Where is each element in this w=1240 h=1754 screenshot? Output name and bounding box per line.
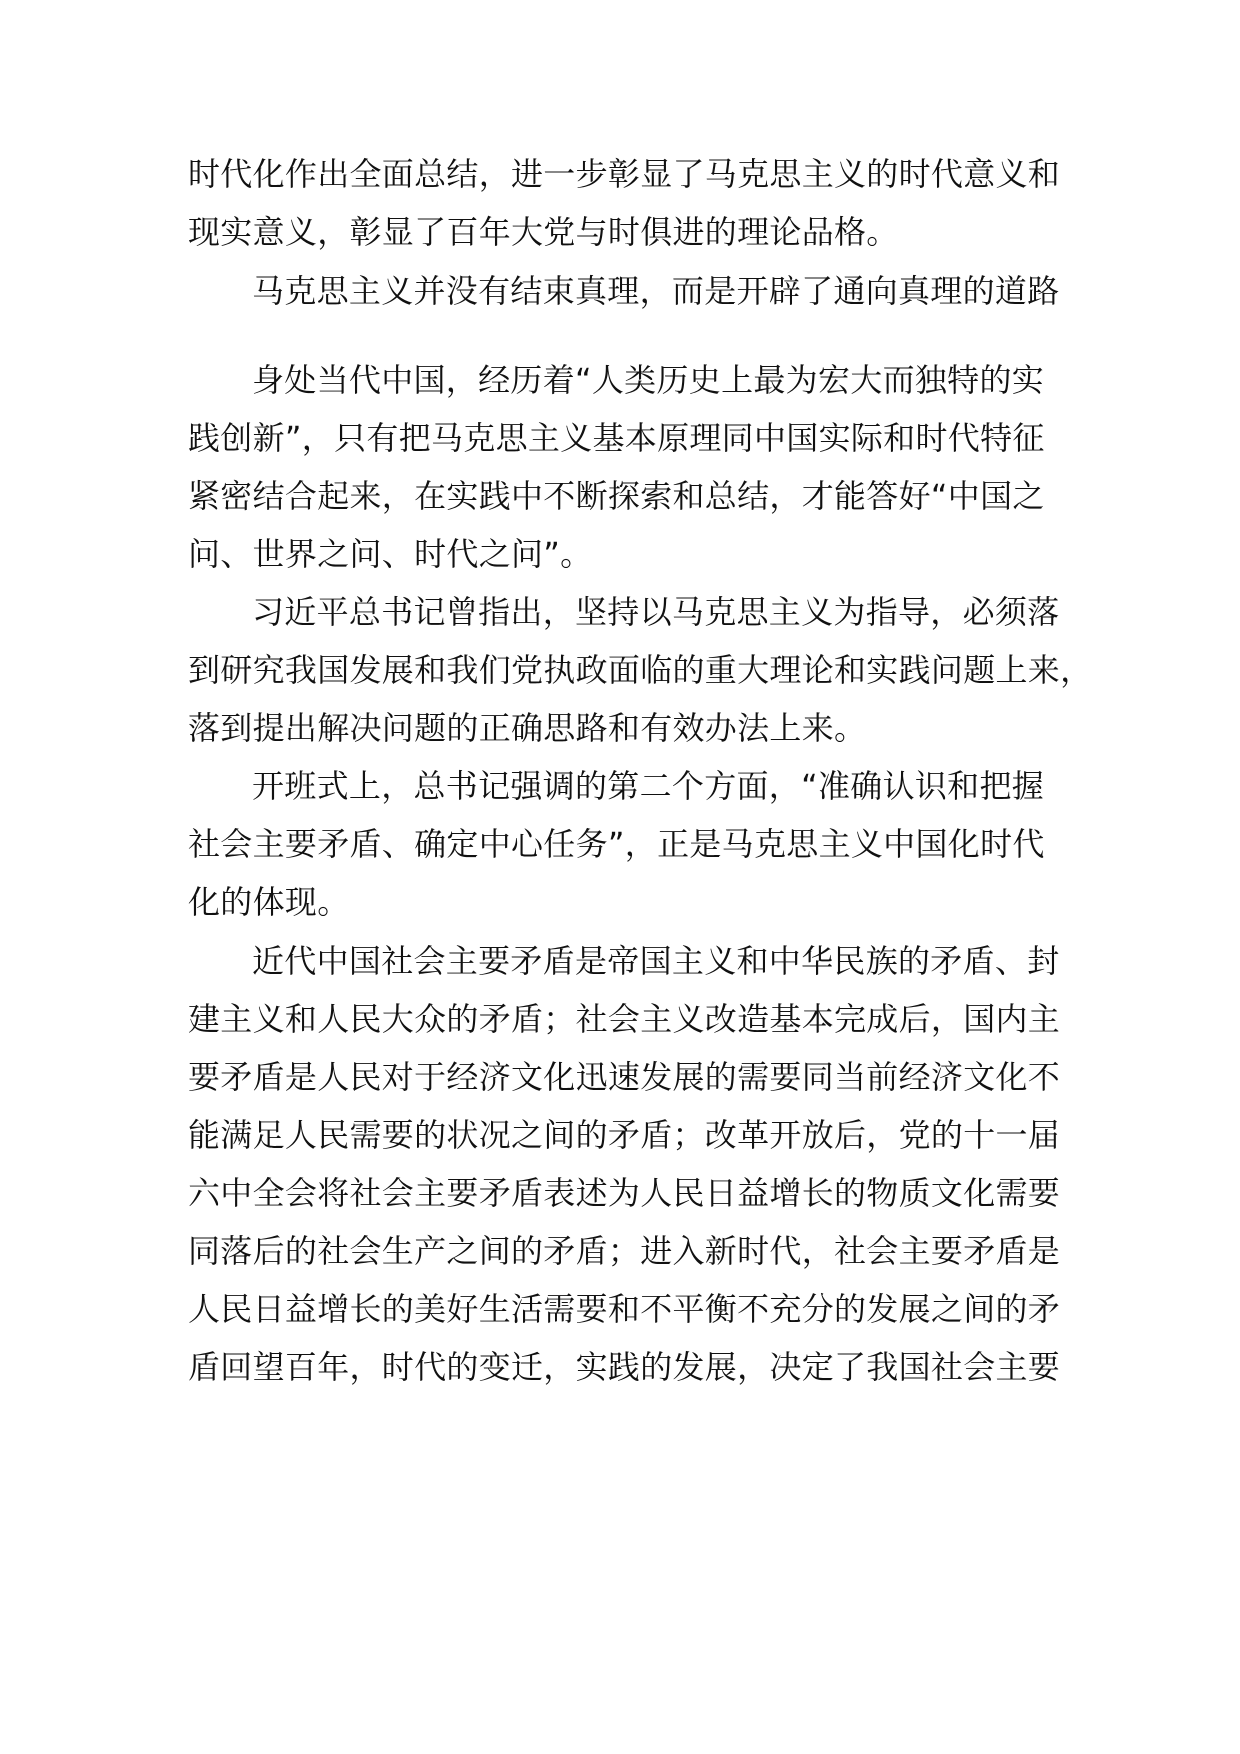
text-line: 践创新”，只有把马克思主义基本原理同中国实际和时代特征 bbox=[188, 419, 1045, 457]
text-line: 人民日益增长的美好生活需要和不平衡不充分的发展之间的矛 bbox=[188, 1290, 1061, 1328]
text-line: 要矛盾是人民对于经济文化迅速发展的需要同当前经济文化不 bbox=[188, 1058, 1061, 1096]
text-line: 身处当代中国，经历着“人类历史上最为宏大而独特的实 bbox=[252, 361, 1045, 399]
text-line: 社会主要矛盾、确定中心任务”，正是马克思主义中国化时代 bbox=[188, 825, 1045, 863]
text-line: 时代化作出全面总结，进一步彰显了马克思主义的时代意义和 bbox=[188, 155, 1061, 193]
text-line: 到研究我国发展和我们党执政面临的重大理论和实践问题上来， bbox=[188, 651, 1093, 689]
text-line: 建主义和人民大众的矛盾；社会主义改造基本完成后，国内主 bbox=[188, 1000, 1061, 1038]
text-line: 近代中国社会主要矛盾是帝国主义和中华民族的矛盾、封 bbox=[252, 942, 1060, 980]
text-line: 问、世界之问、时代之问”。 bbox=[188, 535, 593, 573]
text-line: 六中全会将社会主要矛盾表述为人民日益增长的物质文化需要 bbox=[188, 1174, 1061, 1212]
text-line: 能满足人民需要的状况之间的矛盾；改革开放后，党的十一届 bbox=[188, 1116, 1061, 1154]
text-line: 化的体现。 bbox=[188, 883, 350, 921]
text-line: 同落后的社会生产之间的矛盾；进入新时代，社会主要矛盾是 bbox=[188, 1232, 1061, 1270]
section-heading: 马克思主义并没有结束真理，而是开辟了通向真理的道路 bbox=[252, 272, 1060, 310]
text-line: 紧密结合起来，在实践中不断探索和总结，才能答好“中国之 bbox=[188, 477, 1045, 515]
text-line: 盾回望百年，时代的变迁，实践的发展，决定了我国社会主要 bbox=[188, 1348, 1061, 1386]
text-line: 落到提出解决问题的正确思路和有效办法上来。 bbox=[188, 709, 867, 747]
text-line: 现实意义，彰显了百年大党与时俱进的理论品格。 bbox=[188, 213, 899, 251]
text-line: 习近平总书记曾指出，坚持以马克思主义为指导，必须落 bbox=[252, 593, 1060, 631]
text-line: 开班式上，总书记强调的第二个方面，“准确认识和把握 bbox=[252, 767, 1045, 805]
